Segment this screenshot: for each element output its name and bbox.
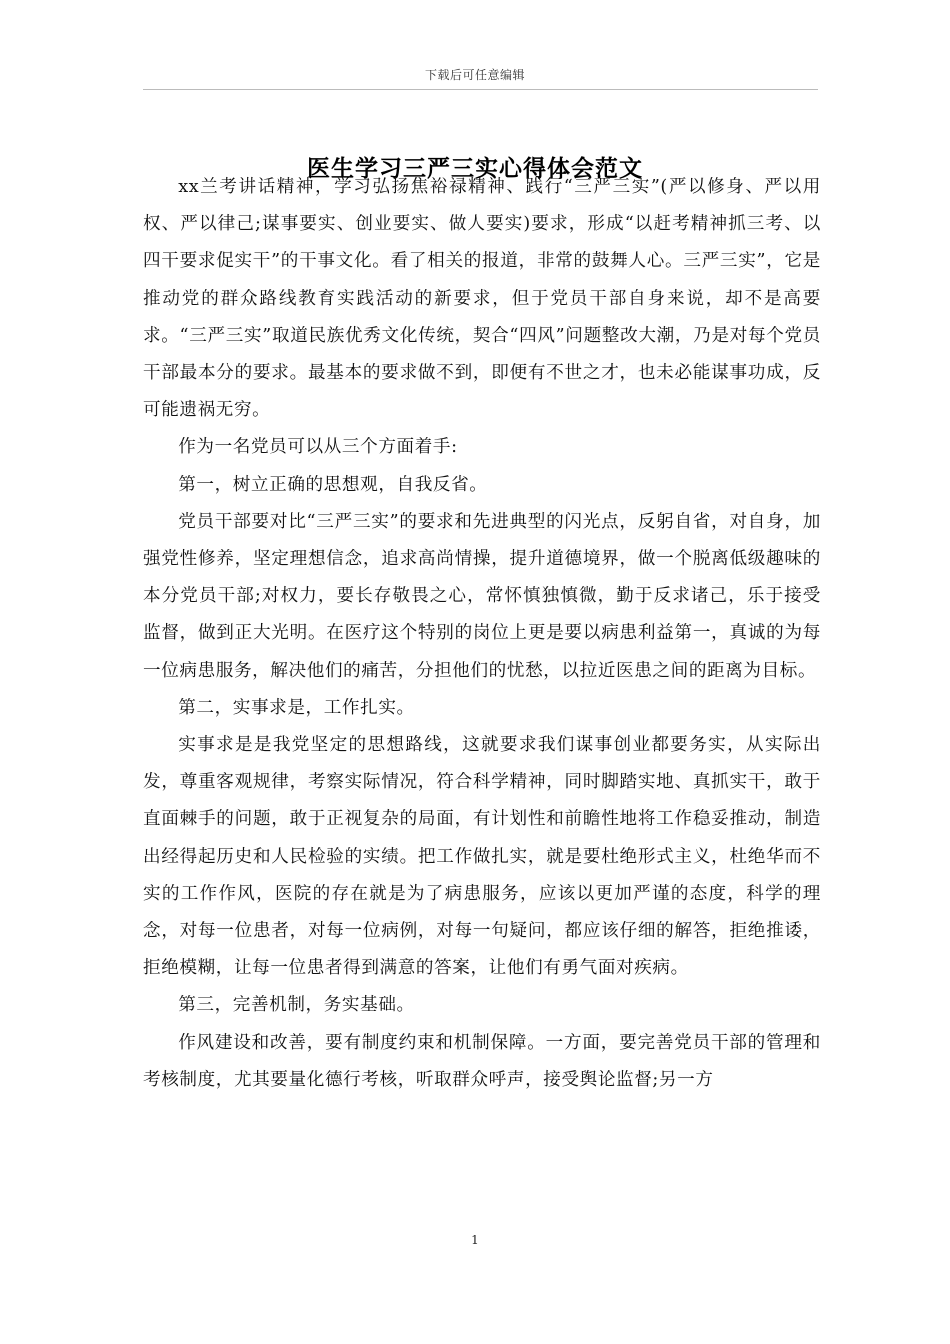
paragraph-heading-first: 第一，树立正确的思想观，自我反省。 [178,474,488,495]
page-number: 1 [471,1233,479,1247]
paragraph-approach: 作为一名党员可以从三个方面着手: [178,437,458,458]
paragraph-second-body: 实事求是是我党坚定的思想路线，这就要求我们谋事创业都要务实，从实际出发，尊重客观规律，考察实际情况，符合科学精神，同时脚踏实地、真抓实干，敢于直面棘手的问题，敢于正视复杂的局面，有计划性和前瞻性地将工作稳妥推动，制造出经得起历史和人民检验的实绩。把工作做扎实，就是要杜绝形式主义，杜绝华而不实的工作作风，医院的存在就是为了病患服务，应该以更加严谨的态度，科学的理念，对每一位患者，对每一位病例，对每一句疑问，都应该仔细的解答，拒绝推诿，拒绝模糊，让每一位患者得到满意的答案，让他们有勇气面对疾病。 [143,735,821,979]
header-note: 下载后可任意编辑 [424,68,525,82]
document-title: 医生学习三严三实心得体会范文 [307,155,643,182]
paragraph-intro: xx兰考讲话精神，学习弘扬焦裕禄精神、践行“三严三实”(严以修身、严以用权、严以律己;谋事要实、创业要实、做人要实)要求，形成“以赶考精神抓三考、以四干要求促实干”的干事文化。看了相关的报道，非常的鼓舞人心。三严三实”，它是推动党的群众路线教育实践活动的新要求，但于党员干部自身来说，却不是高要求。“三严三实”取道民族优秀文化传统，契合“四风”问题整改大潮，乃是对每个党员干部最本分的要求。最基本的要求做不到，即便有不世之才，也未必能谋事功成，反可能遗祸无穷。 [143,177,821,421]
paragraph-heading-second: 第二，实事求是，工作扎实。 [178,697,415,718]
paragraph-first-body: 党员干部要对比“三严三实”的要求和先进典型的闪光点，反躬自省，对自身，加强党性修养，坚定理想信念，追求高尚情操，提升道德境界，做一个脱离低级趣味的本分党员干部;对权力，要长存敬畏之心，常怀慎独慎微，勤于反求诸己，乐于接受监督，做到正大光明。在医疗这个特别的岗位上更是要以病患利益第一，真诚的为每一位病患服务，解决他们的痛苦，分担他们的忧愁，以拉近医患之间的距离为目标。 [143,511,821,681]
paragraph-third-body: 作风建设和改善，要有制度约束和机制保障。一方面，要完善党员干部的管理和考核制度，尤其要量化德行考核，听取群众呼声，接受舆论监督;另一方 [143,1032,821,1090]
paragraph-heading-third: 第三，完善机制，务实基础。 [178,995,415,1016]
header-divider [143,89,818,90]
document-body [143,169,821,1099]
